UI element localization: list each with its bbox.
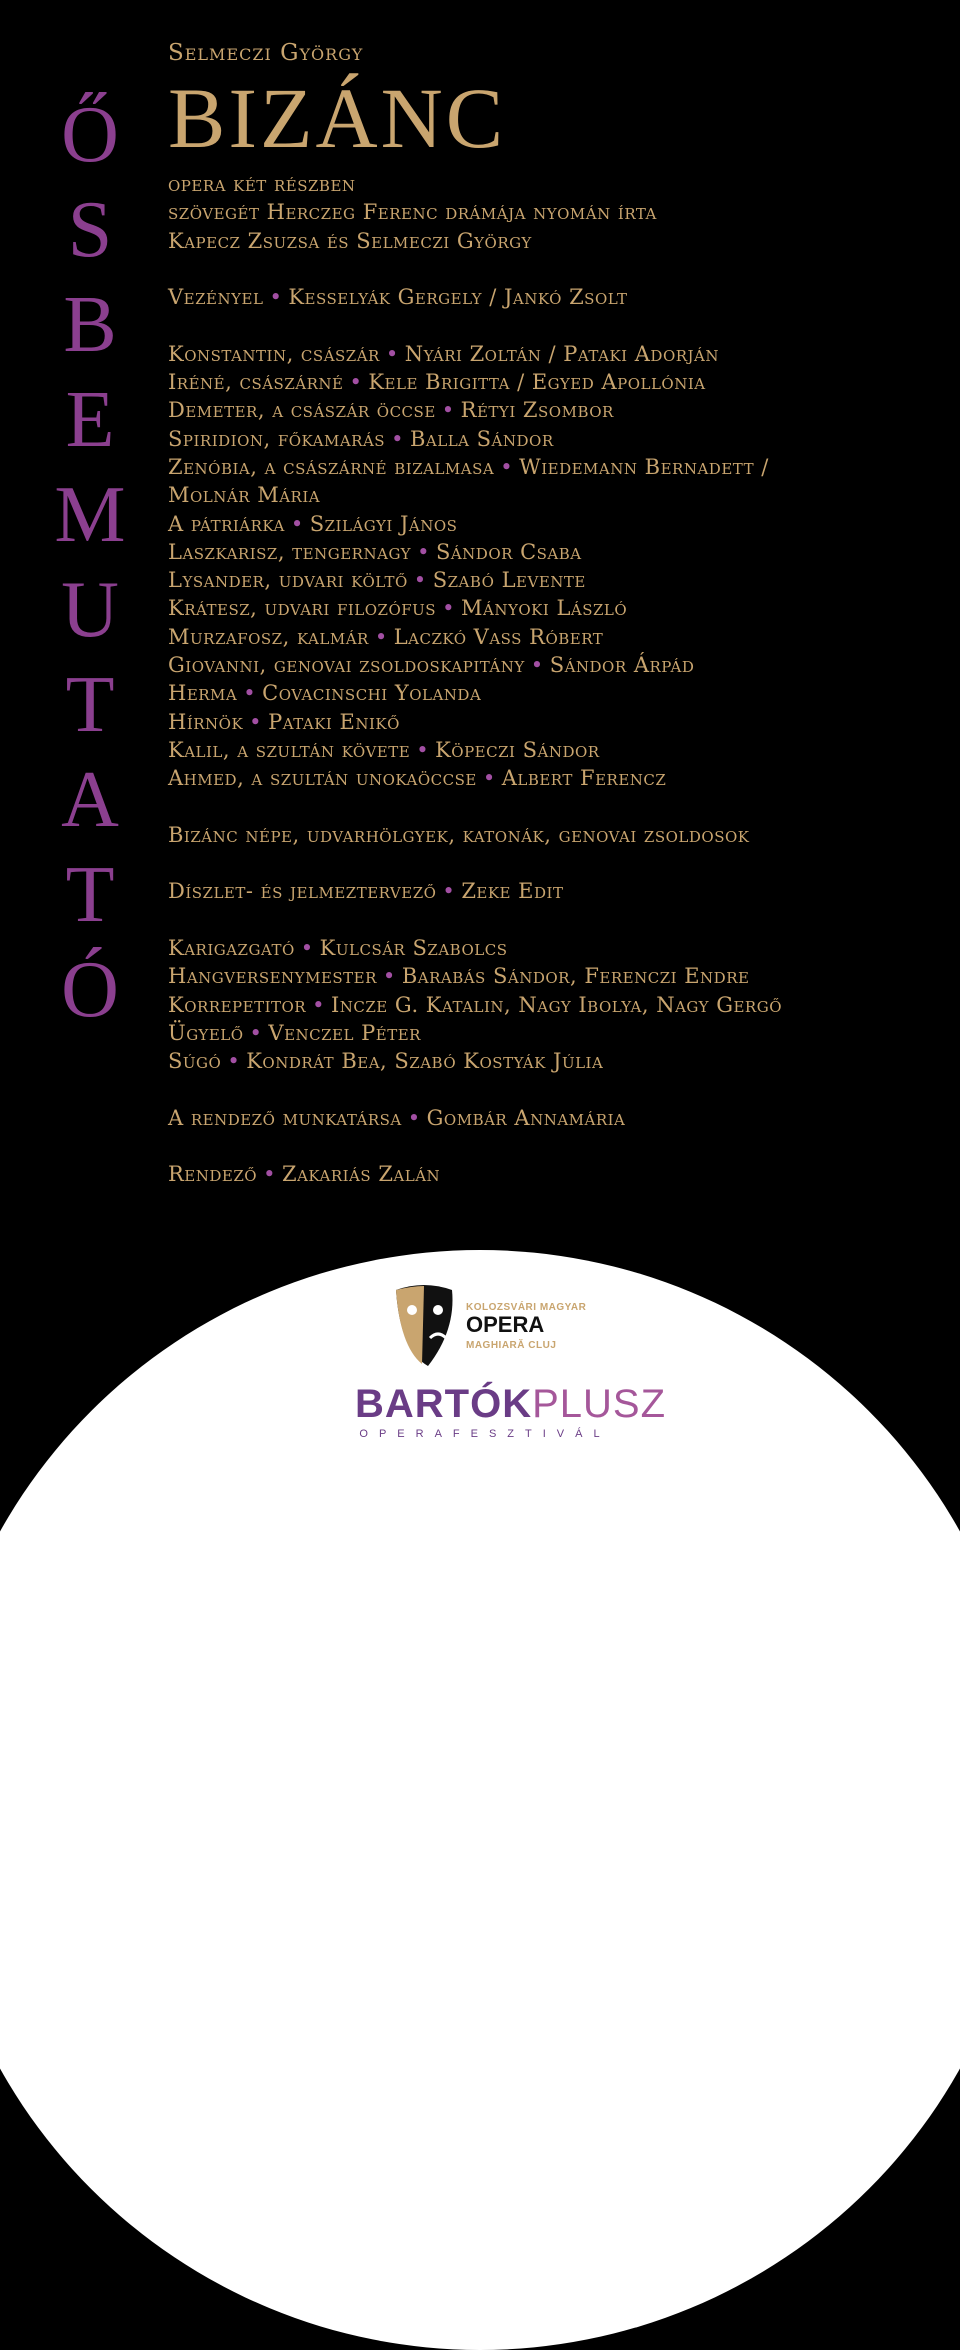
- bullet-dot: •: [482, 766, 496, 791]
- bullet-dot: •: [385, 341, 399, 366]
- vertical-title-letter: M: [54, 471, 126, 559]
- credit-role: Demeter, a császár öccse: [168, 398, 436, 423]
- credit-role: Kalil, a szultán követe: [168, 737, 411, 762]
- credit-role: Karigazgató: [168, 936, 295, 961]
- credit-row: [168, 679, 938, 707]
- credit-name: Balla Sándor: [409, 426, 554, 451]
- credit-name: Covacinschi Yolanda: [262, 681, 482, 706]
- credit-name: Rétyi Zsombor: [460, 398, 614, 423]
- credit-name: Albert Ferencz: [501, 766, 667, 791]
- credit-role: Herma: [168, 681, 238, 706]
- subtitle-line: Kapecz Zsuzsa és Selmeczi György: [168, 228, 532, 253]
- festival-name-part2: PLUSZ: [532, 1382, 667, 1426]
- bullet-dot: •: [249, 1020, 263, 1045]
- credit-conductor: [168, 283, 938, 311]
- credit-role: Rendező: [168, 1162, 258, 1187]
- credit-role: Lysander, udvari költő: [168, 568, 408, 593]
- vertical-title-letter: Ó: [61, 946, 119, 1034]
- credit-name: Kondrát Bea, Szabó Kostyák Júlia: [246, 1049, 604, 1074]
- credit-row: [168, 708, 938, 736]
- festival-subtitle: OPERAFESZTIVÁL: [359, 1428, 611, 1440]
- opera-title: BIZÁNC: [168, 70, 507, 166]
- bullet-dot: •: [269, 285, 283, 310]
- vertical-title-letter: Ő: [61, 91, 119, 179]
- vertical-title-letter: E: [65, 376, 115, 464]
- credit-name: Zakariás Zalán: [281, 1162, 441, 1187]
- opera-logo-line1: KOLOZSVÁRI MAGYAR: [466, 1302, 587, 1313]
- credit-row: [168, 736, 938, 764]
- credit-name: Barabás Sándor, Ferenczi Endre: [401, 964, 750, 989]
- staff-list: [168, 934, 938, 1075]
- credit-name: Laczkó Vass Róbert: [393, 624, 604, 649]
- subtitle-line: opera két részben: [168, 172, 356, 196]
- bullet-dot: •: [300, 936, 314, 961]
- credit-role: Díszlet- és jelmeztervező: [168, 879, 437, 904]
- credit-role: Ahmed, a szultán unokaöccse: [168, 766, 477, 791]
- credit-row: [168, 991, 938, 1019]
- credit-role: Giovanni, genovai zsoldoskapitány: [168, 653, 525, 678]
- vertical-title-letter: B: [63, 281, 117, 369]
- credit-role: Vezényel: [168, 285, 264, 310]
- credit-row: [168, 425, 938, 453]
- bullet-dot: •: [413, 568, 427, 593]
- bullet-dot: •: [349, 370, 363, 395]
- credit-name: Pataki Enikő: [268, 709, 400, 734]
- credit-name: Molnár Mária: [168, 483, 321, 508]
- credit-assistant: [168, 1104, 938, 1132]
- vertical-title-letter: A: [61, 756, 119, 844]
- credit-role: Krátesz, udvari filozófus: [168, 596, 437, 621]
- credit-role: Iréné, császárné: [168, 370, 344, 395]
- credit-row: [168, 934, 938, 962]
- bullet-dot: •: [442, 596, 455, 621]
- bullet-dot: •: [227, 1049, 241, 1074]
- bullet-dot: •: [442, 879, 456, 904]
- credit-row: [168, 538, 938, 566]
- bullet-dot: •: [263, 1162, 276, 1187]
- credit-name: Sándor Csaba: [435, 539, 582, 564]
- credit-role: Hírnök: [168, 709, 244, 734]
- bullet-dot: •: [407, 1105, 421, 1130]
- vertical-title-letter: T: [65, 851, 115, 939]
- credit-role: A pátriárka: [168, 511, 285, 536]
- credit-role: Súgó: [168, 1049, 222, 1074]
- credit-name: Köpeczi Sándor: [435, 737, 600, 762]
- credit-name: Szabó Levente: [432, 568, 586, 593]
- bullet-dot: •: [382, 964, 396, 989]
- bullet-dot: •: [312, 992, 325, 1017]
- vertical-title-letter: S: [67, 186, 113, 274]
- credit-row: [168, 1019, 938, 1047]
- credit-name: Venczel Péter: [268, 1020, 421, 1045]
- festival-name-part1: BARTÓK: [355, 1382, 533, 1426]
- subtitle-line: szövegét Herczeg Ferenc drámája nyomán írta: [168, 200, 657, 225]
- vertical-title-letter: T: [65, 661, 115, 749]
- credit-name: Sándor Árpád: [549, 653, 695, 678]
- credit-row: [168, 340, 938, 368]
- bullet-dot: •: [416, 737, 430, 762]
- credit-name: Mányoki László: [460, 596, 628, 621]
- credit-row: [168, 651, 938, 679]
- vertical-title-letter: U: [61, 566, 119, 654]
- bullet-dot: •: [530, 653, 544, 678]
- cast-list: [168, 340, 938, 793]
- vertical-title: [40, 88, 140, 1038]
- credit-role: Laszkarisz, tengernagy: [168, 539, 412, 564]
- credit-name: Kele Brigitta / Egyed Apollónia: [368, 370, 706, 395]
- credit-name: Zeke Edit: [461, 879, 564, 904]
- credit-design: [168, 877, 938, 905]
- bullet-dot: •: [500, 454, 514, 479]
- festival-logo: [355, 1382, 667, 1440]
- credit-row: [168, 453, 938, 481]
- credits-column: [168, 38, 938, 1189]
- credit-row: [168, 566, 938, 594]
- credit-row: [168, 623, 938, 651]
- credit-name: Nyári Zoltán / Pataki Adorján: [404, 341, 720, 366]
- credit-name: Kulcsár Szabolcs: [319, 936, 508, 961]
- bullet-dot: •: [249, 709, 263, 734]
- opera-logo-line3: MAGHIARĂ CLUJ: [466, 1340, 557, 1351]
- opera-logo-line2: OPERA: [466, 1312, 545, 1337]
- credit-row: [168, 481, 938, 509]
- credit-row: [168, 1047, 938, 1075]
- bullet-dot: •: [441, 398, 455, 423]
- bullet-dot: •: [391, 426, 404, 451]
- credit-role: Zenóbia, a császárné bizalmasa: [168, 454, 495, 479]
- credit-name: Kesselyák Gergely / Jankó Zsolt: [288, 285, 628, 310]
- credit-role: Konstantin, császár: [168, 341, 380, 366]
- chorus-line: Bizánc népe, udvarhölgyek, katonák, genovai zsoldosok: [168, 822, 750, 847]
- credit-name: Incze G. Katalin, Nagy Ibolya, Nagy Gergő: [330, 992, 783, 1017]
- credit-role: Spiridion, főkamarás: [168, 426, 386, 451]
- credit-role: Hangversenymester: [168, 964, 377, 989]
- opera-mask-icon: [388, 1280, 460, 1370]
- credit-row: [168, 396, 938, 424]
- credit-name: Szilágyi János: [309, 511, 458, 536]
- credit-row: [168, 510, 938, 538]
- bullet-dot: •: [374, 624, 388, 649]
- credit-role: Ügyelő: [168, 1020, 244, 1045]
- credit-name: Gombár Annamária: [426, 1105, 626, 1130]
- bullet-dot: •: [243, 681, 257, 706]
- credit-row: [168, 368, 938, 396]
- credit-row: [168, 764, 938, 792]
- credit-role: A rendező munkatársa: [168, 1105, 402, 1130]
- credit-name: Wiedemann Bernadett /: [519, 454, 769, 479]
- composer-name: Selmeczi György: [168, 40, 364, 66]
- opera-logo: [388, 1280, 588, 1370]
- credit-role: Korrepetitor: [168, 992, 307, 1017]
- credit-row: [168, 962, 938, 990]
- credit-role: Murzafosz, kalmár: [168, 624, 369, 649]
- credit-row: [168, 594, 938, 622]
- bullet-dot: •: [417, 539, 430, 564]
- credit-director: [168, 1160, 938, 1188]
- bullet-dot: •: [290, 511, 304, 536]
